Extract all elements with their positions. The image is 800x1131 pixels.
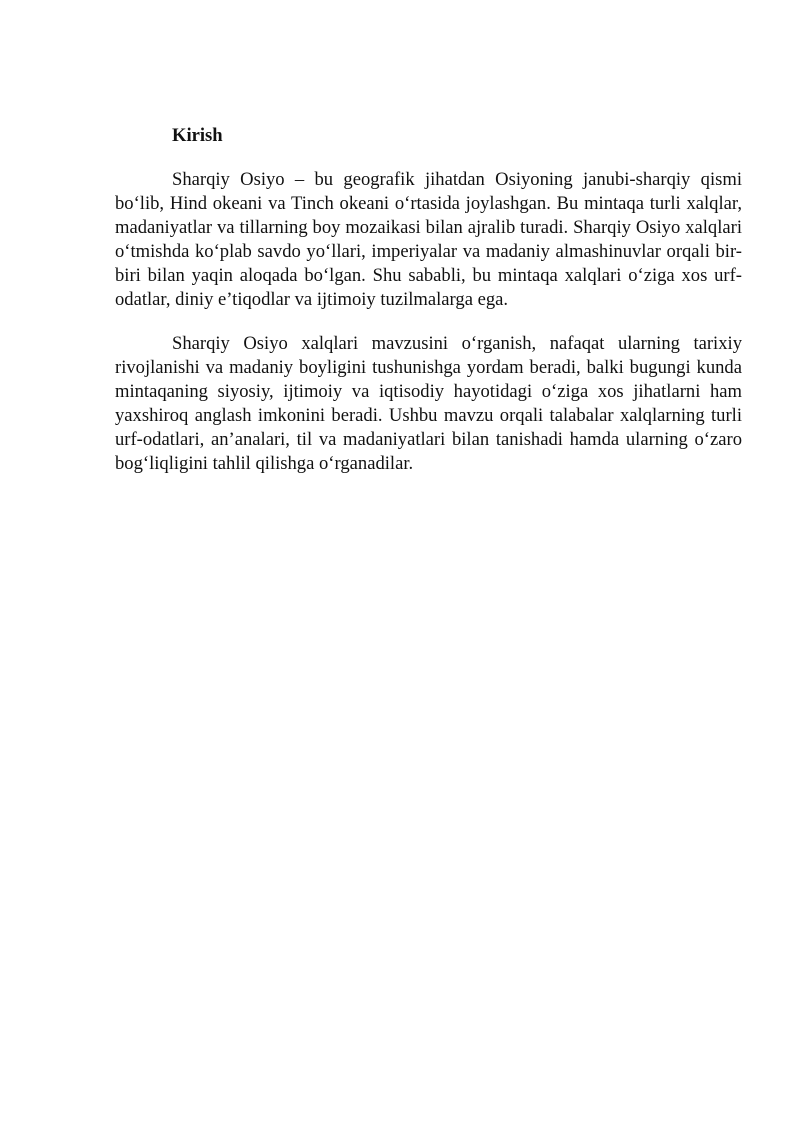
section-heading: Kirish — [172, 125, 223, 146]
paragraph-study-topic: Sharqiy Osiyo xalqlari mavzusini o‘rganish, nafaqat ularning tarixiy rivojlanishi va madaniy boyligini tushunishga yordam beradi, balki bugungi kunda mintaqaning siyosiy, ijtimoiy va iqtisodiy hayotidagi o‘ziga xos jihatlarni ham yaxshiroq anglash imkonini beradi. Ushbu mavzu orqali talabalar xalqlarning turli urf-odatlari, an’analari, til va madaniyatlari bilan tanishadi hamda ularning o‘zaro bog‘liqligini tahlil qilishga o‘rganadilar. — [115, 333, 742, 474]
document-body — [115, 124, 742, 496]
paragraph-intro: Sharqiy Osiyo – bu geografik jihatdan Osiyoning janubi-sharqiy qismi bo‘lib, Hind okeani va Tinch okeani o‘rtasida joylashgan. Bu mintaqa turli xalqlar, madaniyatlar va tillarning boy mozaikasi bilan ajralib turadi. Sharqiy Osiyo xalqlari o‘tmishda ko‘plab savdo yo‘llari, imperiyalar va madaniy almashinuvlar orqali bir-biri bilan yaqin aloqada bo‘lgan. Shu sababli, bu mintaqa xalqlari o‘ziga xos urf-odatlar, diniy e’tiqodlar va ijtimoiy tuzilmalarga ega. — [115, 169, 742, 310]
